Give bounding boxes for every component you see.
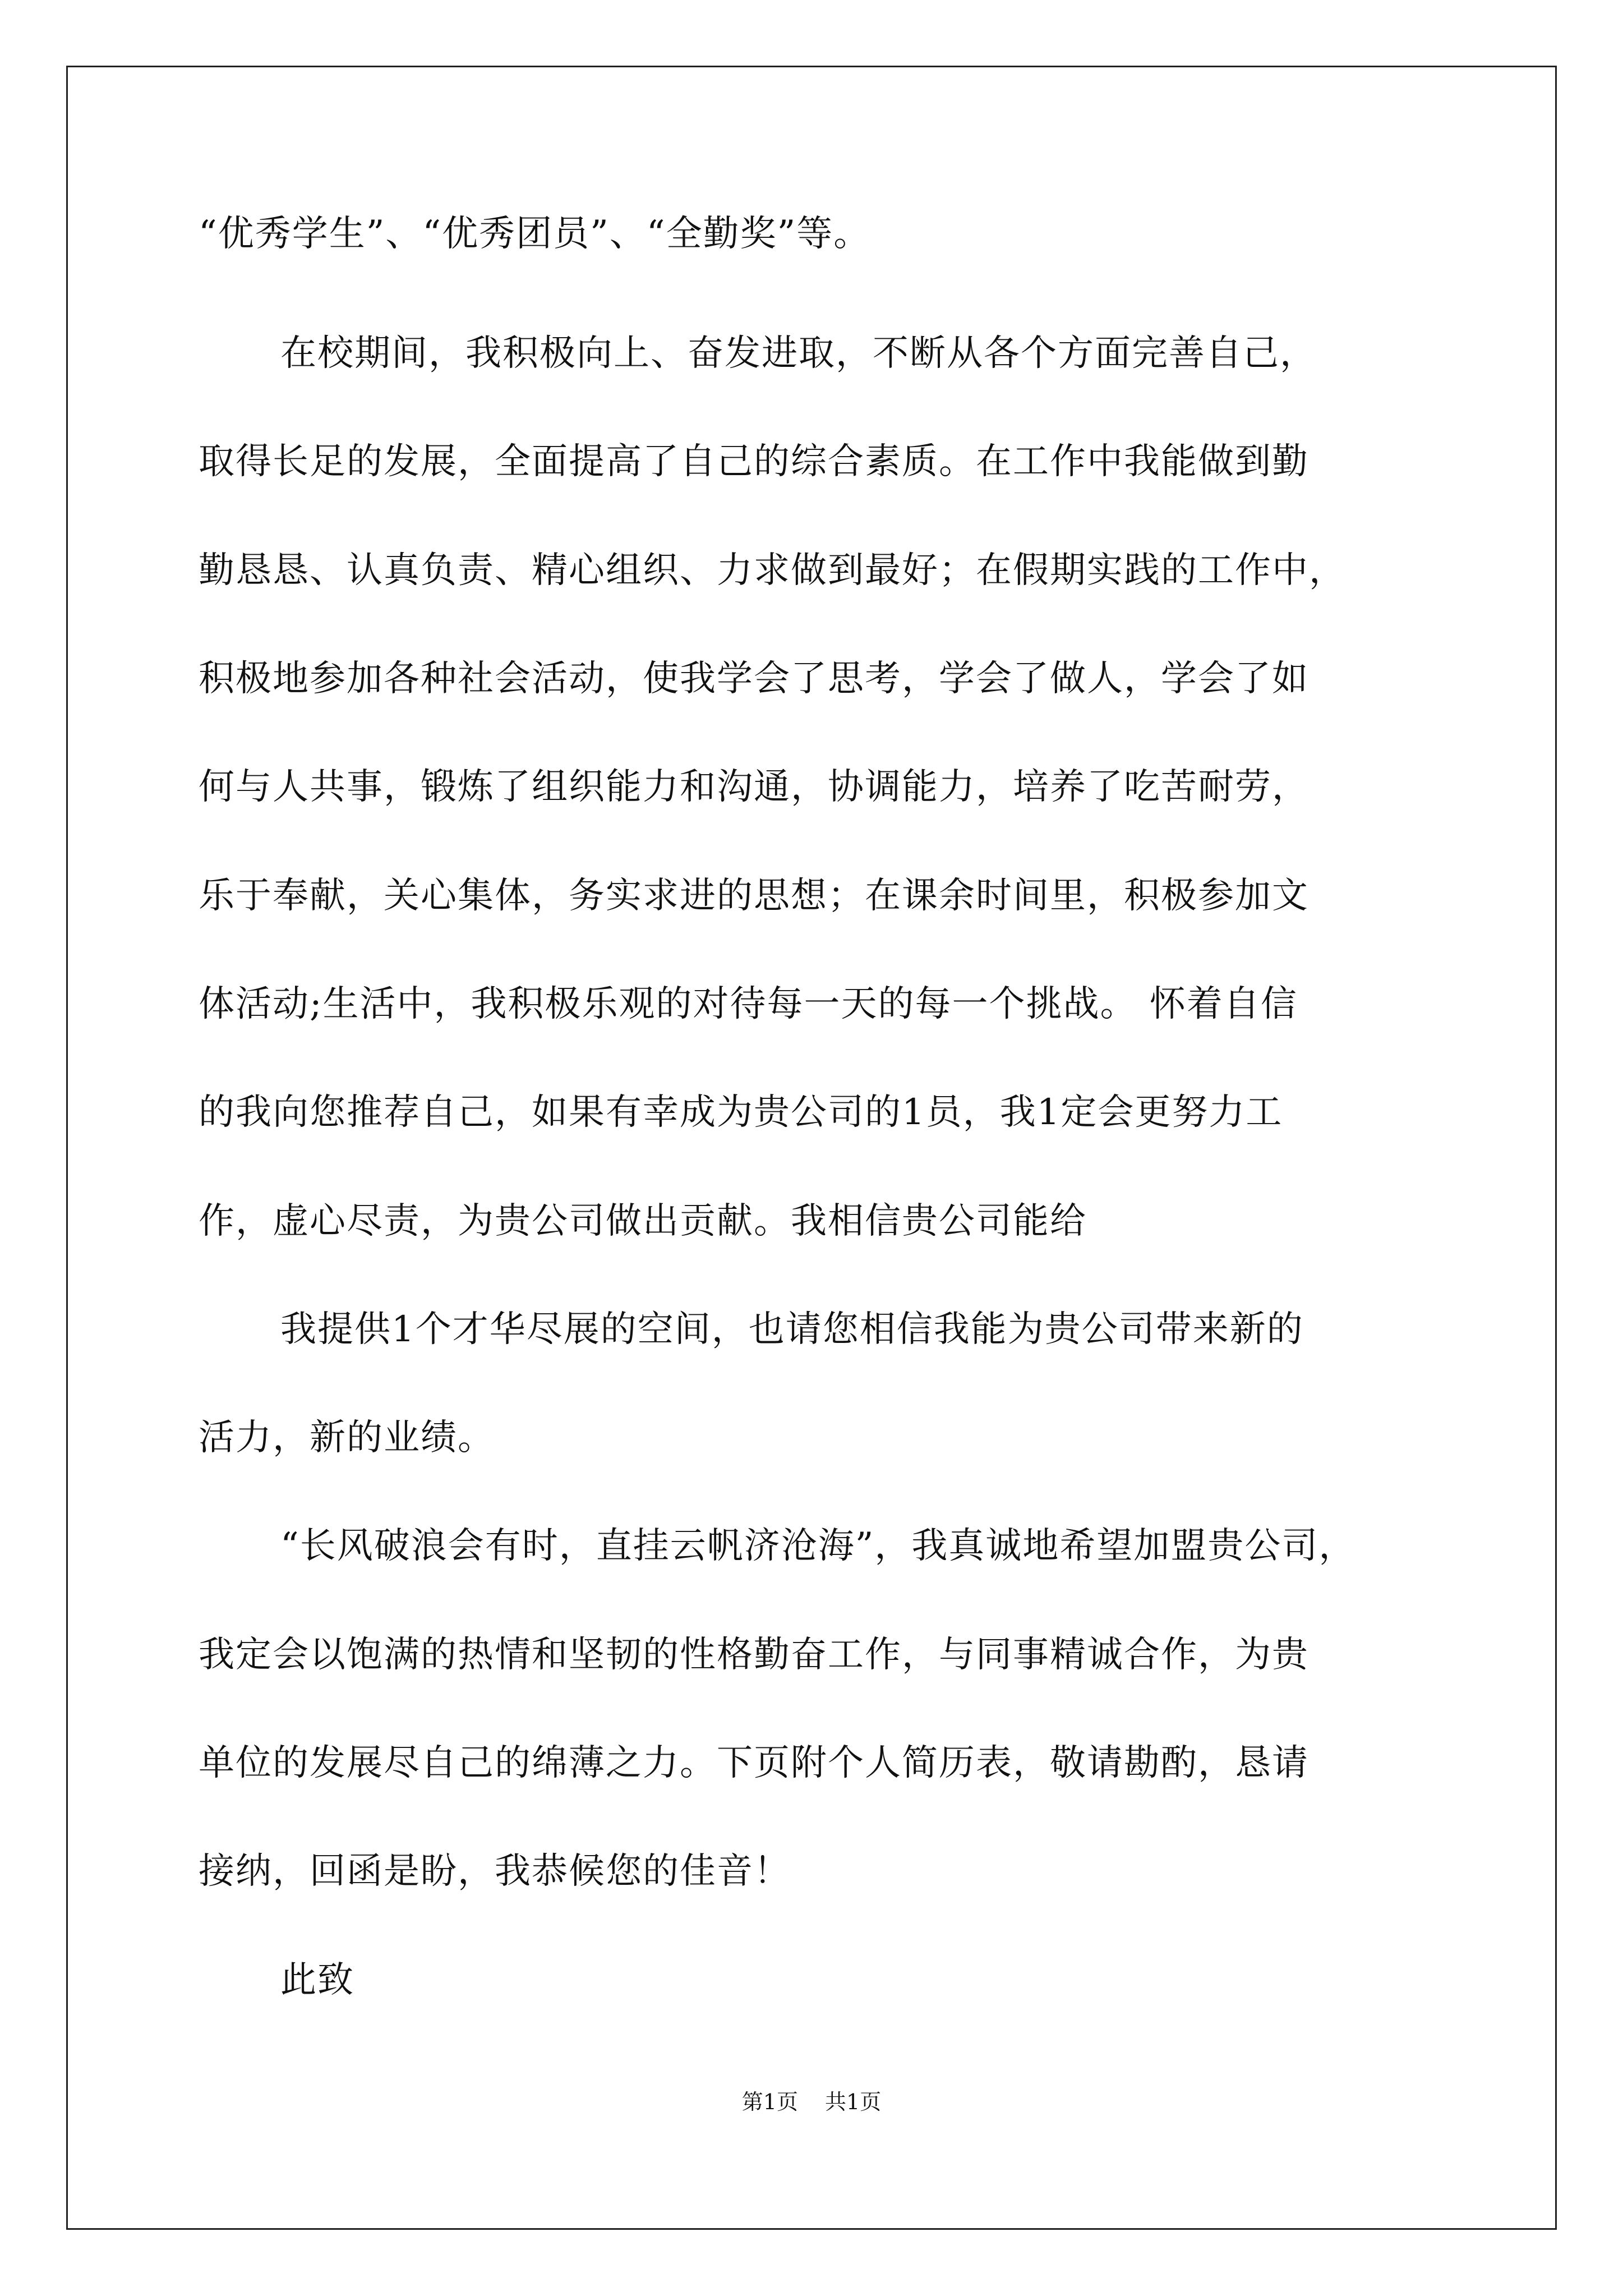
paragraph-line-7: 体活动;生活中，我积极乐观的对待每一天的每一个挑战。 怀着自信 <box>199 983 1298 1025</box>
page-border <box>66 66 1557 2230</box>
page-number: 第1页 <box>741 2090 798 2114</box>
page-footer <box>0 2085 1623 2115</box>
paragraph-line-15: 接纳，回函是盼，我恭候您的佳音！ <box>199 1851 791 1892</box>
paragraph-line-2: 取得长足的发展，全面提高了自己的综合素质。在工作中我能做到勤 <box>199 441 1309 482</box>
text-line-1: “优秀学生”、“优秀团员”、“全勤奖”等。 <box>199 213 871 255</box>
paragraph-line-3: 勤恳恳、认真负责、精心组织、力求做到最好；在假期实践的工作中， <box>199 550 1346 591</box>
paragraph-line-10: 我提供1个才华尽展的空间，也请您相信我能为贵公司带来新的 <box>280 1309 1304 1350</box>
paragraph-line-4: 积极地参加各种社会活动，使我学会了思考，学会了做人，学会了如 <box>199 658 1309 700</box>
paragraph-line-6: 乐于奉献，关心集体，务实求进的思想；在课余时间里，积极参加文 <box>199 875 1309 917</box>
paragraph-line-1: 在校期间，我积极向上、奋发进取，不断从各个方面完善自己， <box>280 333 1317 374</box>
closing-line: 此致 <box>280 1959 354 2001</box>
paragraph-line-11: 活力，新的业绩。 <box>199 1417 495 1458</box>
paragraph-line-14: 单位的发展尽自己的绵薄之力。下页附个人简历表，敬请勘酌，恳请 <box>199 1742 1309 1784</box>
paragraph-line-13: 我定会以饱满的热情和坚韧的性格勤奋工作，与同事精诚合作，为贵 <box>199 1634 1309 1676</box>
paragraph-line-12: “长风破浪会有时，直挂云帆济沧海”，我真诚地希望加盟贵公司， <box>280 1525 1356 1567</box>
paragraph-line-9: 作，虚心尽责，为贵公司做出贡献。我相信贵公司能给 <box>199 1200 1087 1242</box>
page-total: 共1页 <box>825 2090 882 2114</box>
paragraph-line-5: 何与人共事，锻炼了组织能力和沟通，协调能力，培养了吃苦耐劳， <box>199 766 1309 808</box>
paragraph-line-8: 的我向您推荐自己，如果有幸成为贵公司的1员，我1定会更努力工 <box>199 1092 1283 1133</box>
